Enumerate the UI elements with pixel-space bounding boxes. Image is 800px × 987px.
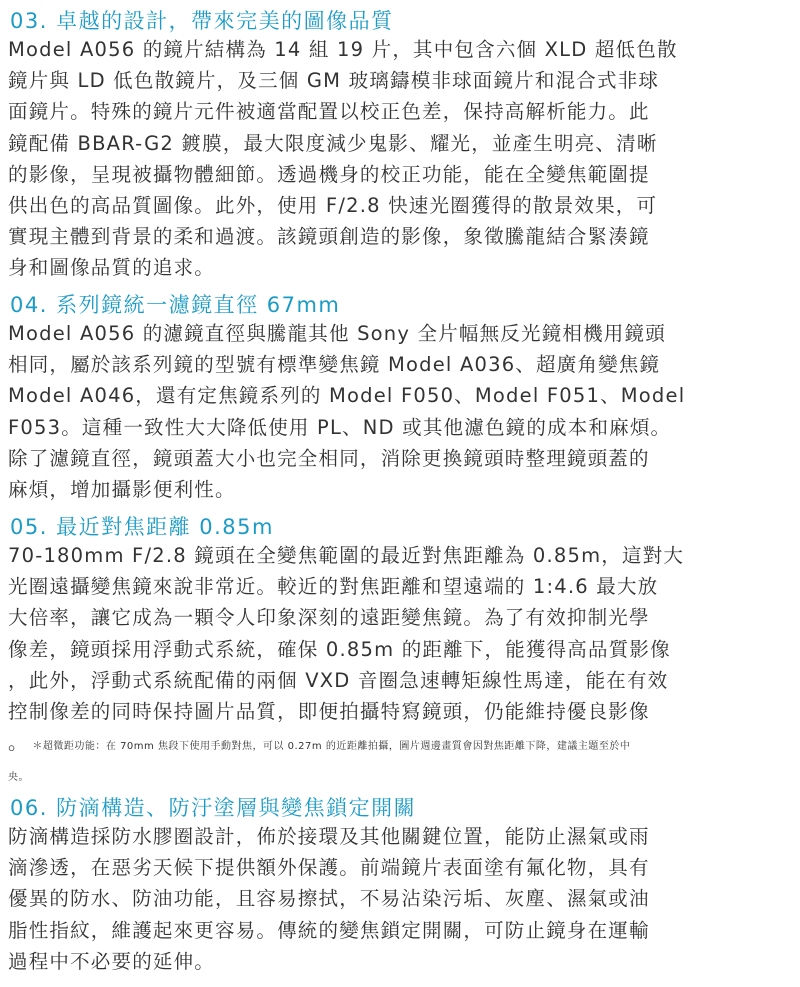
body-line: 身和圖像品質的追求。 [8, 256, 216, 280]
body-line: 實現主體到背景的柔和過渡。該鏡頭創造的影像，象徵騰龍結合緊湊鏡 [8, 225, 650, 249]
body-line: 供出色的高品質圖像。此外，使用 F/2.8 快速光圈獲得的散景效果，可 [8, 194, 658, 218]
body-line: 相同，屬於該系列鏡的型號有標準變焦鏡 Model A036、超廣角變焦鏡 [8, 353, 661, 377]
section-heading: 06. 防滴構造、防汙塗層與變焦鎖定開關 [10, 796, 417, 820]
footnote-line [8, 727, 792, 762]
period-mark: 。 [8, 731, 29, 755]
body-line: Model A056 的濾鏡直徑與騰龍其他 Sony 全片幅無反光鏡相機用鏡頭 [8, 322, 666, 345]
section-heading: 04. 系列鏡統一濾鏡直徑 67mm [10, 293, 341, 317]
body-line: F053。這種一致性大大降低使用 PL、ND 或其他濾色鏡的成本和麻煩。 [8, 415, 672, 439]
section-body [8, 540, 792, 793]
section-body [8, 34, 792, 284]
body-line: 鏡配備 BBAR-G2 鍍膜，最大限度減少鬼影、耀光，並產生明亮、清晰 [8, 131, 658, 155]
footnote-end-text: 央。 [8, 772, 29, 784]
section-min-focus [8, 514, 792, 793]
body-line: 像差，鏡頭採用浮動式系統，確保 0.85m 的距離下，能獲得高品質影像 [8, 637, 671, 661]
body-line: Model A046，還有定焦鏡系列的 Model F050、Model F051、Model [8, 384, 686, 408]
body-line: 鏡片與 LD 低色散鏡片，及三個 GM 玻璃鑄模非球面鏡片和混合式非球 [8, 69, 660, 93]
body-line: 的影像，呈現被攝物體細節。透過機身的校正功能，能在全變焦範圍提 [8, 162, 650, 186]
body-line: 光圈遠攝變焦鏡來說非常近。較近的對焦距離和望遠端的 1:4.6 最大放 [8, 575, 659, 599]
section-body [8, 821, 792, 977]
body-line: 面鏡片。特殊的鏡片元件被適當配置以校正色差，保持高解析能力。此 [8, 100, 650, 124]
body-line: 麻煩，增加攝影便利性。 [8, 478, 236, 502]
body-line: 控制像差的同時保持圖片品質，即便拍攝特寫鏡頭，仍能維持優良影像 [8, 700, 650, 724]
body-line: 除了濾鏡直徑，鏡頭蓋大小也完全相同，消除更換鏡頭時整理鏡頭蓋的 [8, 446, 650, 470]
footnote-text: ＊超微距功能：在 70mm 焦段下使用手動對焦，可以 0.27m 的近距離拍攝，圖片週邊畫質會因對焦距離下降，建議主題至於中 [32, 741, 631, 753]
body-line: 70-180mm F/2.8 鏡頭在全變焦範圍的最近對焦距離為 0.85m，這對大 [8, 544, 685, 567]
body-line: ，此外，浮動式系統配備的兩個 VXD 音圈急速轉矩線性馬達，能在有效 [8, 668, 669, 692]
body-line: Model A056 的鏡片結構為 14 組 19 片，其中包含六個 XLD 超低色散 [8, 38, 678, 61]
section-heading: 03. 卓越的設計，帶來完美的圖像品質 [10, 9, 394, 33]
body-line: 防滴構造採防水膠圈設計，佈於接環及其他關鍵位置，能防止濕氣或雨 [8, 825, 650, 848]
footnote-line-end [8, 762, 792, 793]
body-line: 過程中不必要的延伸。 [8, 949, 216, 973]
section-filter-diameter [8, 292, 792, 505]
body-line: 滴滲透，在惡劣天候下提供額外保護。前端鏡片表面塗有氟化物，具有 [8, 856, 650, 880]
section-heading: 05. 最近對焦距離 0.85m [10, 515, 274, 539]
body-line: 大倍率，讓它成為一顆令人印象深刻的遠距變焦鏡。為了有效抑制光學 [8, 606, 650, 630]
section-design [8, 8, 792, 284]
body-line: 優異的防水、防油功能，且容易擦拭，不易沾染污垢、灰塵、濕氣或油 [8, 887, 650, 911]
body-line: 脂性指紋，維護起來更容易。傳統的變焦鎖定開關，可防止鏡身在運輸 [8, 918, 650, 942]
section-weather-sealing [8, 795, 792, 977]
section-body [8, 318, 792, 505]
